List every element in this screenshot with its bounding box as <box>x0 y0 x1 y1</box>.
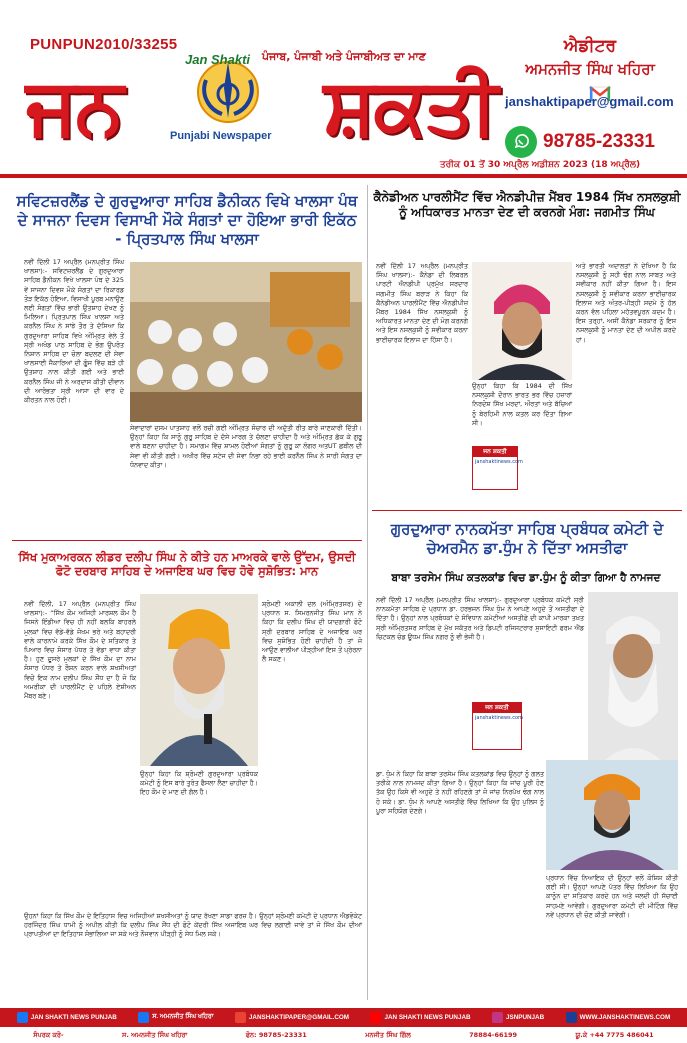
title-word-left: ਜਨ <box>26 62 122 152</box>
mail-icon <box>235 1012 246 1023</box>
ad-website-2: janshaktinews.com <box>475 715 523 721</box>
emblem-brand-label: Jan Shakti <box>185 52 251 67</box>
body-dalip-singh-col2: ਸ਼੍ਰੋਮਣੀ ਅਕਾਲੀ ਦਲ (ਅੰਮ੍ਰਿਤਸਰ) ਦੇ ਪ੍ਰਧਾਨ ਸ. ਸਿਮਰਨਜੀਤ ਸਿੰਘ ਮਾਨ ਨੇ ਕਿਹਾ ਕਿ ਦਲੀਪ ਸਿੰਘ ਦੀ ਯਾਦਗਾਰੀ ਫੋਟੋ ਸ੍ਰੀ ਦਰਬਾਰ ਸਾਹਿਬ ਦੇ ਅਜਾਇਬ ਘਰ ਵਿਚ ਸੁਸ਼ੋਭਿਤ ਹੋਣੀ ਚਾਹੀਦੀ ਹੈ ਤਾਂ ਜੋ ਆਉਣ ਵਾਲੀਆਂ ਪੀੜ੍ਹੀਆਂ ਇਸ ਤੋਂ ਪ੍ਰੇਰਨਾ ਲੈ ਸਕਣ। <box>262 600 362 664</box>
editor-phone[interactable]: 98785-23331 <box>543 131 655 152</box>
body-canada-col1: ਨਵੀਂ ਦਿੱਲੀ 17 ਅਪ੍ਰੈਲ (ਮਨਪ੍ਰੀਤ ਸਿੰਘ ਖਾਲਸਾ):- ਕੈਨੇਡਾ ਦੀ ਲਿਬਰਲ ਪਾਰਟੀ ਐਨਡੀਪੀ ਪ੍ਰਮੁੱਖ ਸਰਦਾਰ ਜਗਮੀਤ ਸਿੰਘ ਬਰਾੜ ਨੇ ਕਿਹਾ ਕਿ ਕੈਨੇਡੀਅਨ ਪਾਰਲੀਮੈਂਟ ਵਿੱਚ ਐਨਡੀਪੀਜ਼ ਮੈਂਬਰ 1984 ਸਿੱਖ ਨਸਲਕੁਸ਼ੀ ਨੂੰ ਅਧਿਕਾਰਤ ਮਾਨਤਾ ਦੇਣ ਦੀ ਮੰਗ ਕਰਨਗੇ ਅਤੇ ਇਸ ਨਸਲਕੁਸ਼ੀ ਨੂੰ ਸਵੀਕਾਰ ਕਰਨਾ ਭਾਈਚਾਰਕ ਇਲਾਜ ਦਾ ਹਿੱਸਾ ਹੈ। <box>376 262 468 344</box>
subheadline-nanakmatta: ਬਾਬਾ ਤਰਸੇਮ ਸਿੰਘ ਕਤਲਕਾਂਡ ਵਿਚ ਡਾ.ਧੁੰਮ ਨੂੰ ਕੀਤਾ ਗਿਆ ਹੈ ਨਾਮਜਦ <box>391 572 661 584</box>
facebook-icon <box>17 1012 28 1023</box>
headline-canada: ਕੈਨੇਡੀਅਨ ਪਾਰਲੀਮੈਂਟ ਵਿੱਚ ਐਨਡੀਪੀਜ਼ ਮੈਂਬਰ 1984 ਸਿੱਖ ਨਸਲਕੁਸ਼ੀ ਨੂੰ ਅਧਿਕਾਰਤ ਮਾਨਤਾ ਦੇਣ ਦੀ ਕਰਨਗੇ ਮੰਗ: ਜਗਮੀਤ ਸਿੰਘ <box>373 190 681 219</box>
registration-number: PUNPUN2010/33255 <box>30 36 178 53</box>
whatsapp-icon <box>505 126 537 158</box>
body-dalip-singh-col1: ਨਵੀਂ ਦਿੱਲੀ, 17 ਅਪ੍ਰੈਲ (ਮਨਪ੍ਰੀਤ ਸਿੰਘ ਖਾਲਸਾ):- “ਸਿੱਖ ਕੌਮ ਅਜਿਹੀ ਮਾਰਸ਼ਲ ਕੌਮ ਹੈ ਜਿਸਨੇ ਇੰਡੀਆ ਵਿਚ ਹੀ ਨਹੀਂ ਬਲਕਿ ਬਾਹਰਲੇ ਮੁਲਕਾਂ ਵਿਚ ਵੱਡੇ-ਵੱਡੇ ਜੋਖਮ ਭਰੇ ਅਤੇ ਬਹਾਦਰੀ ਵਾਲੇ ਕਾਰਨਾਮੇ ਕਰਕੇ ਸਿੱਖ ਕੌਮ ਦੇ ਸਤਿਕਾਰ ਤੇ ਪਿਆਰ ਵਿਚ ਸੰਸਾਰ ਪੱਧਰ ਤੇ ਵੱਡਾ ਵਾਧਾ ਕੀਤਾ ਹੈ। ਹੁਣ ਦੂਸਰੇ ਮੁਲਕਾਂ ਦੇ ਸਿੱਖ ਕੌਮ ਦਾ ਨਾਮ ਸੰਸਾਰ ਪੱਧਰ ਤੇ ਰੌਸ਼ਨ ਕਰਨ ਵਾਲੇ ਸ਼ਖਸੀਅਤਾਂ ਵਿਚੋਂ ਇਕ ਨਾਮ ਦਲੀਪ ਸਿੰਘ ਸੌਂਧ ਦਾ ਹੈ ਜੋ ਕਿ ਅਮਰੀਕਾ ਦੀ ਪਾਰਲੀਮੈਂਟ ਦੇ ਪਹਿਲੇ ਏਸ਼ੀਅਨ ਮੈਂਬਰ ਬਣੇ। <box>24 600 136 701</box>
body-switzerland-col1: ਨਵੀਂ ਦਿੱਲੀ 17 ਅਪ੍ਰੈਲ (ਮਨਪ੍ਰੀਤ ਸਿੰਘ ਖਾਲਸਾ):- ਸਵਿਟਜ਼ਰਲੈਂਡ ਦੇ ਗੁਰਦੁਆਰਾ ਸਾਹਿਬ ਡੈਨੀਕਨ ਵਿਖੇ ਖਾਲਸਾ ਪੰਥ ਦੇ 325 ਵੇਂ ਸਾਜਨਾ ਦਿਵਸ ਮੌਕੇ ਸੰਗਤਾਂ ਦਾ ਰਿਕਾਰਡ ਤੋੜ ਇਕੱਠ ਹੋਇਆ, ਵਿਸਾਖੀ ਪੂਰਬ ਮਨਾਉਣ ਲਈ ਸੰਗਤਾਂ ਵਿੱਚ ਭਾਰੀ ਉਤਸ਼ਾਹ ਦੇਖਣ ਨੂੰ ਮਿਲਿਆ। ਪ੍ਰਿਤਪਾਲ ਸਿੰਘ ਖਾਲਸਾ ਅਤੇ ਕਰਨੈਲ ਸਿੰਘ ਨੇ ਸਾਂਝੇ ਤੌਰ ਤੇ ਦੱਸਿਆ ਕਿ ਗੁਰਦੁਆਰਾ ਸਾਹਿਬ ਵਿਖੇ ਅੰਮ੍ਰਿਤ ਵੇਲੇ ਤੋਂ ਸ੍ਰੀ ਅਖੰਡ ਪਾਠ ਸਾਹਿਬ ਦੇ ਭੋਗ ਉਪਰੰਤ ਨਿਸ਼ਾਨ ਸਾਹਿਬ ਦਾ ਚੋਲਾ ਬਦਲਣ ਦੀ ਸੇਵਾ ਖਾਲਸਾਈ ਜੈਕਾਰਿਆਂ ਦੀ ਗੂੰਜ ਵਿੱਚ ਬੜੇ ਹੀ ਉਤਸ਼ਾਹ ਨਾਲ ਕੀਤੀ ਗਈ ਅਤੇ ਭਾਈ ਕਰਨੈਲ ਸਿੰਘ ਜੀ ਨੇ ਅਰਦਾਸ ਕੀਤੀ ਦੀਵਾਨ ਦੀ ਆਰੰਭਤਾ ਸ੍ਰੀ ਆਸਾ ਦੀ ਵਾਰ ਦੇ ਕੀਰਤਨ ਨਾਲ ਹੋਈ। <box>24 258 124 405</box>
footer <box>0 1008 687 1043</box>
ad-brand-label-2: ਜਨ ਸ਼ਕਤੀ <box>473 703 521 713</box>
globe-icon <box>566 1012 577 1023</box>
photo-baba-tarsem-singh <box>588 592 678 774</box>
contact-editor-name: ਸ. ਅਮਨਜੀਤ ਸਿੰਘ ਖਹਿਰਾ <box>122 1030 188 1039</box>
social-label: JAN SHAKTI NEWS PUNJAB <box>30 1013 117 1021</box>
photo-gurdwara-congregation <box>130 262 362 422</box>
social-facebook-page[interactable] <box>17 1012 117 1023</box>
editor-contact-box <box>505 28 675 168</box>
facebook-icon <box>138 1012 149 1023</box>
title-word-right: ਸ਼ਕਤੀ <box>323 62 496 152</box>
editor-name: ਅਮਨਜੀਤ ਸਿੰਘ ਖਹਿਰਾ <box>525 60 655 78</box>
social-youtube[interactable] <box>370 1012 470 1023</box>
emblem-subtitle: Punjabi Newspaper <box>170 130 272 142</box>
headline-nanakmatta: ਗੁਰਦੁਆਰਾ ਨਾਨਕਮੱਤਾ ਸਾਹਿਬ ਪ੍ਰਬੰਧਕ ਕਮੇਟੀ ਦੇ ਚੇਅਰਮੈਨ ਡਾ.ਧੁੰਮ ਨੇ ਦਿੱਤਾ ਅਸਤੀਫਾ <box>390 520 664 557</box>
phone-row <box>505 126 675 158</box>
body-switzerland-col2: ਸੇਵਾਦਾਰਾਂ ਦਸਮ ਪਾਤਸ਼ਾਹ ਵਲੋਂ ਰਚੀ ਗਈ ਅੰਮ੍ਰਿਤ ਸੰਚਾਰ ਦੀ ਅਦੁੱਤੀ ਰੀਤ ਬਾਰੇ ਜਾਣਕਾਰੀ ਦਿੱਤੀ। ਉਨ੍ਹਾਂ ਕਿਹਾ ਕਿ ਸਾਨੂੰ ਗੁਰੂ ਸਾਹਿਬ ਦੇ ਦੱਸੇ ਮਾਰਗ ਤੇ ਚੱਲਣਾ ਚਾਹੀਦਾ ਹੈ ਅਤੇ ਅੰਮ੍ਰਿਤ ਛੱਕ ਕੇ ਗੁਰੂ ਵਾਲੇ ਬਣਨਾ ਚਾਹੀਦਾ ਹੈ। ਸਮਾਗਮ ਵਿੱਚ ਸ਼ਾਮਲ ਹੋਈਆਂ ਸੰਗਤਾਂ ਨੂੰ ਗੁਰੂ ਕਾ ਲੰਗਰ ਅਤUT ਛਬੀਲ ਦੀ ਸੇਵਾ ਵੀ ਕੀਤੀ ਗਈ। ਅਖੀਰ ਵਿੱਚ ਸਟੇਜ ਦੀ ਸੇਵਾ ਨਿਭਾ ਰਹੇ ਭਾਈ ਕਰਨੈਲ ਸਿੰਘ ਨੇ ਸਾਰੀ ਸੰਗਤ ਦਾ ਧੰਨਵਾਦ ਕੀਤਾ। <box>130 424 362 469</box>
social-label: JAN SHAKTI NEWS PUNJAB <box>384 1013 471 1021</box>
contact-second-phone[interactable]: 78884-66199 <box>469 1031 518 1039</box>
masthead-tagline: ਪੰਜਾਬ, ਪੰਜਾਬੀ ਅਤੇ ਪੰਜਾਬੀਅਤ ਦਾ ਮਾਣ <box>262 50 426 63</box>
body-nanakmatta-col1: ਨਵੀਂ ਦਿੱਲੀ 17 ਅਪ੍ਰੈਲ (ਮਨਪ੍ਰੀਤ ਸਿੰਘ ਖਾਲਸਾ):- ਗੁਰਦੁਆਰਾ ਪ੍ਰਬੰਧਕ ਕਮੇਟੀ ਸ੍ਰੀ ਨਾਨਕਮੱਤਾ ਸਾਹਿਬ ਦੇ ਪ੍ਰਧਾਨ ਡਾ. ਹਰਭਜਨ ਸਿੰਘ ਧੁੰਮ ਨੇ ਆਪਣੇ ਅਹੁਦੇ ਤੋਂ ਅਸਤੀਫਾ ਦੇ ਦਿੱਤਾ ਹੈ। ਉਨ੍ਹਾਂ ਨਾਲ ਪ੍ਰਬੰਧਕਾਂ ਦੇ ਸੰਵਿਧਾਨ ਕਮੇਟੀਆਂ ਅਸਤੀਫ਼ੇ ਦੀ ਕਾਪੀ ਮਾਰਕਾ ਤਖ਼ਤ ਸ੍ਰੀ ਅੰਮ੍ਰਿਤਸਰ ਸਾਹਿਬ ਦੇ ਮੁੱਖ ਸਕੱਤਰ ਅਤੇ ਡਿਪਟੀ ਰਜਿਸਟਰਾਰ ਸੁਸਾਇਟੀ ਫਰਮ ਐਂਡ ਚਿਟਕਲ ਚੰਡ ਊਧਮ ਸਿੰਘ ਨਗਰ ਨੂੰ ਵੀ ਭੇਜੀ ਹੈ। <box>376 596 584 641</box>
editor-label: ਐਡੀਟਰ <box>563 36 617 56</box>
section-divider-left <box>12 540 362 541</box>
photo-jagmeet-singh <box>472 262 572 380</box>
body-nanakmatta-col3: ਪ੍ਰਧਾਨ ਵਿੱਚ ਨਿਆਇਕ ਦੀ ਉਨ੍ਹਾਂ ਵਲੋਂ ਕੋਸ਼ਿਸ਼ ਕੀਤੀ ਗਈ ਸੀ। ਉਨ੍ਹਾਂ ਆਪਣੇ ਪੱਤਰ ਵਿੱਚ ਲਿਖਿਆ ਕਿ ਉਹ ਕਾਨੂੰਨ ਦਾ ਸਤਿਕਾਰ ਕਰਦੇ ਹਨ ਅਤੇ ਜਲਦੀ ਹੀ ਸੱਚਾਈ ਸਾਹਮਣੇ ਆਵੇਗੀ। ਗੁਰਦੁਆਰਾ ਕਮੇਟੀ ਦੀ ਮੀਟਿੰਗ ਵਿੱਚ ਨਵੇਂ ਪ੍ਰਧਾਨ ਦੀ ਚੋਣ ਕੀਤੀ ਜਾਵੇਗੀ। <box>546 874 678 919</box>
contact-second-name: ਮਨਜੀਤ ਸਿੰਘ ਗਿੱਲ <box>365 1030 411 1039</box>
masthead <box>0 0 687 178</box>
social-label: JANSHAKTIPAPER@GMAIL.COM <box>248 1013 350 1021</box>
body-canada-col3: ਅਤੇ ਭਾਰਤੀ ਅਦਾਲਤਾਂ ਨੇ ਦੇਖਿਆ ਹੈ ਕਿ ਨਸਲਕੁਸ਼ੀ ਨੂੰ ਸਹੀ ਢੰਗ ਨਾਲ ਸਾਬਤ ਅਤੇ ਸਵੀਕਾਰ ਨਹੀਂ ਕੀਤਾ ਗਿਆ ਹੈ। ਇਸ ਨਸਲਕੁਸ਼ੀ ਨੂੰ ਸਵੀਕਾਰ ਕਰਨਾ ਭਾਈਚਾਰਕ ਇਲਾਜ ਅਤੇ ਅੰਤਰ-ਪੀੜ੍ਹੀ ਸਦਮੇ ਨੂੰ ਹੱਲ ਕਰਨ ਵੱਲ ਪਹਿਲਾ ਮਹੱਤਵਪੂਰਨ ਕਦਮ ਹੈ। ਇਸ ਤਰ੍ਹਾਂ, ਅਸੀਂ ਕੈਨੇਡਾ ਸਰਕਾਰ ਨੂੰ ਇਸ ਨਸਲਕੁਸ਼ੀ ਨੂੰ ਮਾਨਤਾ ਦੇਣ ਦੀ ਅਪੀਲ ਕਰਦੇ ਹਾਂ। <box>576 262 676 344</box>
photo-simranjit-singh-mann <box>140 594 258 766</box>
social-label: JSNPUNJAB <box>506 1013 545 1021</box>
footer-contact-bar <box>0 1026 687 1043</box>
social-label: WWW.JANSHAKTINEWS.COM <box>579 1013 671 1021</box>
social-email[interactable] <box>235 1012 349 1023</box>
body-nanakmatta-col2: ਡਾ. ਧੁੰਮ ਨੇ ਕਿਹਾ ਕਿ ਬਾਬਾ ਤਰਸੇਮ ਸਿੰਘ ਕਤਲਕਾਂਡ ਵਿਚ ਉਨ੍ਹਾਂ ਨੂੰ ਗਲਤ ਤਰੀਕੇ ਨਾਲ ਨਾਮਜਦ ਕੀਤਾ ਗਿਆ ਹੈ। ਉਨ੍ਹਾਂ ਕਿਹਾ ਕਿ ਜਾਂਚ ਪੂਰੀ ਹੋਣ ਤੱਕ ਉਹ ਕਿਸੇ ਵੀ ਅਹੁਦੇ ਤੇ ਨਹੀਂ ਰਹਿਣਗੇ ਤਾਂ ਜੋ ਜਾਂਚ ਨਿਰਪੱਖ ਢੰਗ ਨਾਲ ਹੋ ਸਕੇ। ਡਾ. ਧੁੰਮ ਨੇ ਆਪਣੇ ਅਸਤੀਫੇ ਵਿੱਚ ਲਿਖਿਆ ਕਿ ਉਹ ਪੁਲਿਸ ਨੂੰ ਪੂਰਾ ਸਹਿਯੋਗ ਦੇਣਗੇ। <box>376 770 544 815</box>
social-facebook-editor[interactable] <box>138 1012 213 1023</box>
youtube-icon <box>370 1012 381 1023</box>
ad-brand-label: ਜਨ ਸ਼ਕਤੀ <box>473 447 517 457</box>
ad-thumbnail-2 <box>472 702 522 750</box>
body-dalip-singh-col3: ਉਨ੍ਹਾਂ ਕਿਹਾ ਕਿ ਸ਼੍ਰੋਮਣੀ ਗੁਰਦੁਆਰਾ ਪ੍ਰਬੰਧਕ ਕਮੇਟੀ ਨੂੰ ਇਸ ਬਾਰੇ ਤੁਰੰਤ ਫੈਸਲਾ ਲੈਣਾ ਚਾਹੀਦਾ ਹੈ। ਇਹ ਕੌਮ ਦੇ ਮਾਣ ਦੀ ਗੱਲ ਹੈ। <box>140 770 258 797</box>
section-divider-right <box>372 510 682 511</box>
body-dalip-singh-col4: ਉਹਨਾਂ ਕਿਹਾ ਕਿ ਸਿੱਖ ਕੌਮ ਦੇ ਇਤਿਹਾਸ ਵਿਚ ਅਜਿਹੀਆਂ ਸ਼ਖਸੀਅਤਾਂ ਨੂੰ ਯਾਦ ਰੱਖਣਾ ਸਾਡਾ ਫਰਜ਼ ਹੈ। ਉਨ੍ਹਾਂ ਸ਼੍ਰੋਮਣੀ ਕਮੇਟੀ ਦੇ ਪ੍ਰਧਾਨ ਐਡਵੋਕੇਟ ਹਰਜਿੰਦਰ ਸਿੰਘ ਧਾਮੀ ਨੂੰ ਅਪੀਲ ਕੀਤੀ ਕਿ ਦਲੀਪ ਸਿੰਘ ਸੌਂਧ ਦੀ ਫੋਟੋ ਕੇਂਦਰੀ ਸਿੱਖ ਅਜਾਇਬ ਘਰ ਵਿਚ ਲਗਾਈ ਜਾਵੇ ਤਾਂ ਜੋ ਸਿੱਖ ਕੌਮ ਦੀਆਂ ਪ੍ਰਾਪਤੀਆਂ ਦਾ ਇਤਿਹਾਸ ਸੰਭਾਲਿਆ ਜਾ ਸਕੇ ਅਤੇ ਨੌਜਵਾਨ ਪੀੜ੍ਹੀ ਨੂੰ ਸੇਧ ਮਿਲ ਸਕੇ। <box>24 912 362 939</box>
headline-switzerland: ਸਵਿਟਜ਼ਰਲੈਂਡ ਦੇ ਗੁਰਦੁਆਰਾ ਸਾਹਿਬ ਡੈਨੀਕਨ ਵਿਖੇ ਖਾਲਸਾ ਪੰਥ ਦੇ ਸਾਜਨਾ ਦਿਵਸ ਵਿਸਾਖੀ ਮੌਕੇ ਸੰਗਤਾਂ ਦਾ ਹੋਇਆ ਭਾਰੀ ਇਕੱਠ - ਪ੍ਰਿਤਪਾਲ ਸਿੰਘ ਖਾਲਸਾ <box>16 192 358 248</box>
photo-dr-dhumma <box>546 760 678 870</box>
headline-dalip-singh: ਸਿੱਖ ਮੁਕਾਅਰਕਨ ਲੀਡਰ ਦਲੀਪ ਸਿੰਘ ਨੇ ਕੀਤੇ ਹਨ ਮਾਅਰਕੇ ਵਾਲੇ ਉੱਦਮ, ਉਸਦੀ ਫੋਟੋ ਦਰਬਾਰ ਸਾਹਿਬ ਦੇ ਅਜਾਇਬ ਘਰ ਵਿਚ ਹੋਵੇ ਸੁਸ਼ੋਭਿਤ: ਮਾਨ <box>18 550 356 579</box>
ad-website: janshaktinews.com <box>475 459 523 465</box>
masthead-divider <box>0 174 687 178</box>
social-instagram[interactable] <box>492 1012 544 1023</box>
body-canada-col2: ਉਨ੍ਹਾਂ ਕਿਹਾ ਕਿ 1984 ਦੀ ਸਿੱਖ ਨਸਲਕੁਸ਼ੀ ਦੌਰਾਨ ਭਾਰਤ ਭਰ ਵਿੱਚ ਹਜ਼ਾਰਾਂ ਨਿਰਦੋਸ਼ ਸਿੱਖ ਮਰਦਾਂ, ਔਰਤਾਂ ਅਤੇ ਬੱਚਿਆਂ ਨੂੰ ਬੇਰਹਿਮੀ ਨਾਲ ਕਤਲ ਕਰ ਦਿੱਤਾ ਗਿਆ ਸੀ। <box>472 382 572 427</box>
instagram-icon <box>492 1012 503 1023</box>
column-divider <box>367 185 368 1000</box>
social-website[interactable] <box>566 1012 671 1023</box>
contact-label: ਸੰਪਰਕ ਕਰੋ- <box>33 1030 64 1039</box>
email-row <box>505 94 675 109</box>
ad-thumbnail <box>472 446 523 490</box>
contact-uk-phone[interactable]: ਯੂ.ਕੇ +44 7775 486041 <box>575 1030 654 1039</box>
contact-phone[interactable]: ਫੋਨ: 98785-23331 <box>245 1030 307 1039</box>
social-label: ਸ. ਅਮਨਜੀਤ ਸਿੰਘ ਖਹਿਰਾ <box>152 1013 214 1020</box>
footer-social-bar <box>0 1008 687 1026</box>
editor-email[interactable]: janshaktipaper@gmail.com <box>505 94 674 109</box>
edition-dateline: ਤਰੀਕ 01 ਤੋਂ 30 ਅਪ੍ਰੈਲ ਅਡੀਸ਼ਨ 2023 (18 ਅਪ੍ਰੈਲ) <box>439 160 641 170</box>
